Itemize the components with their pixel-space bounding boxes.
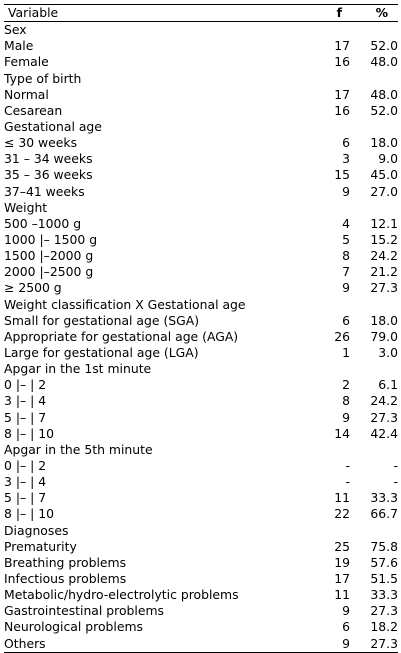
row-label: 1500 |–2000 g [4, 248, 94, 264]
row-percent: 3.0 [378, 345, 398, 361]
row-label: Gastrointestinal problems [4, 603, 164, 619]
row-label: 8 |– | 10 [4, 506, 55, 522]
row-frequency: 2 [342, 377, 350, 393]
row-frequency: 8 [342, 248, 350, 264]
row-percent: 51.5 [370, 570, 398, 586]
row-percent: 52.0 [370, 102, 398, 118]
row-frequency: 15 [334, 167, 350, 183]
row-frequency: 11 [334, 490, 350, 506]
row-percent: - [393, 474, 398, 490]
section-title: Weight [4, 199, 48, 215]
row-percent: 52.0 [370, 38, 398, 54]
table-row [4, 135, 398, 151]
row-label: Female [4, 54, 49, 70]
table-row [4, 571, 398, 587]
row-frequency: 14 [334, 425, 350, 441]
row-label: Others [4, 635, 304, 652]
section-title: Sex [4, 22, 27, 38]
row-label: 3 |– | 4 [4, 393, 47, 409]
row-frequency: 1 [342, 345, 350, 361]
row-percent: 24.2 [370, 393, 398, 409]
table-row [4, 280, 398, 296]
row-percent: 21.2 [370, 264, 398, 280]
row-frequency: 6 [342, 135, 350, 151]
table-row [4, 490, 398, 506]
section-row [4, 22, 398, 39]
section-title: Diagnoses [4, 522, 69, 538]
row-label: 1000 |– 1500 g [4, 232, 98, 248]
row-frequency: 17 [334, 86, 350, 102]
row-label: Prematurity [4, 538, 77, 554]
table-row [4, 54, 398, 70]
row-label: ≥ 2500 g [4, 280, 62, 296]
row-frequency: 9 [342, 603, 350, 619]
header-row [4, 5, 398, 22]
table-row [4, 264, 398, 280]
row-label: ≤ 30 weeks [4, 135, 78, 151]
table-row [4, 555, 398, 571]
row-label: 0 |– | 2 [4, 377, 47, 393]
row-percent: 33.3 [370, 587, 398, 603]
header-frequency: f [304, 5, 350, 22]
row-frequency: 16 [334, 102, 350, 118]
row-percent: 9.0 [378, 151, 398, 167]
row-percent: 27.3 [370, 280, 398, 296]
table-row [4, 410, 398, 426]
row-percent: 48.0 [370, 86, 398, 102]
section-title: Weight classification X Gestational age [4, 296, 246, 312]
row-frequency: 22 [334, 506, 350, 522]
table-row [4, 216, 398, 232]
row-percent: 6.1 [378, 377, 398, 393]
row-label: Appropriate for gestational age (AGA) [4, 328, 239, 344]
row-label: Normal [4, 86, 49, 102]
table-row [4, 329, 398, 345]
row-frequency: 3 [342, 151, 350, 167]
table-row [4, 103, 398, 119]
row-percent: 18.0 [370, 312, 398, 328]
row-frequency: 4 [342, 215, 350, 231]
row-frequency: 6 [342, 619, 350, 635]
row-label: 5 |– | 7 [4, 490, 47, 506]
row-label: Metabolic/hydro-electrolytic problems [4, 587, 239, 603]
row-label: Infectious problems [4, 570, 127, 586]
table-row [4, 167, 398, 183]
table-row [4, 635, 398, 652]
row-frequency: 11 [334, 587, 350, 603]
table-row [4, 232, 398, 248]
row-label: Male [4, 38, 34, 54]
table-body [4, 22, 398, 652]
row-frequency: 8 [342, 393, 350, 409]
row-percent: 27.0 [370, 183, 398, 199]
row-label: 2000 |–2500 g [4, 264, 94, 280]
row-label: Small for gestational age (SGA) [4, 312, 200, 328]
row-percent: 15.2 [370, 232, 398, 248]
row-percent: 12.1 [370, 215, 398, 231]
row-percent: 48.0 [370, 54, 398, 70]
table-row [4, 458, 398, 474]
row-label: 0 |– | 2 [4, 458, 47, 473]
row-label: 37–41 weeks [4, 183, 85, 199]
table-row [4, 506, 398, 522]
section-row [4, 442, 398, 458]
row-percent: 27.3 [370, 409, 398, 425]
table-row [4, 151, 398, 167]
row-percent: 45.0 [370, 167, 398, 183]
row-frequency: 7 [342, 264, 350, 280]
table-row [4, 87, 398, 103]
characteristics-table [4, 4, 398, 653]
section-row [4, 297, 398, 313]
row-frequency: 17 [334, 38, 350, 54]
row-frequency: 9 [342, 280, 350, 296]
row-frequency: 6 [342, 312, 350, 328]
section-row [4, 119, 398, 135]
row-label: 3 |– | 4 [4, 474, 47, 490]
section-title: Apgar in the 1st minute [4, 361, 152, 377]
section-row [4, 200, 398, 216]
table-row [4, 603, 398, 619]
row-label: Cesarean [4, 102, 63, 118]
row-frequency: 17 [334, 570, 350, 586]
table-row [4, 38, 398, 54]
table-row [4, 393, 398, 409]
row-label: 500 –1000 g [4, 215, 82, 231]
row-label: 8 |– | 10 [4, 425, 55, 441]
row-frequency: 9 [342, 183, 350, 199]
table-row [4, 426, 398, 442]
row-label: Breathing problems [4, 554, 127, 570]
row-frequency: 26 [334, 328, 350, 344]
row-label: 35 – 36 weeks [4, 167, 93, 183]
table-row [4, 248, 398, 264]
row-frequency: 5 [342, 232, 350, 248]
table-row [4, 587, 398, 603]
section-row [4, 523, 398, 539]
row-percent: 33.3 [370, 490, 398, 506]
section-title: Gestational age [4, 119, 102, 135]
row-label: 31 – 34 weeks [4, 151, 93, 167]
row-frequency: 25 [334, 538, 350, 554]
section-title: Type of birth [4, 70, 82, 86]
row-percent: 27.3 [370, 603, 398, 619]
row-percent: 66.7 [370, 506, 398, 522]
table-row [4, 619, 398, 635]
row-percent: 27.3 [350, 635, 398, 652]
row-label: Neurological problems [4, 619, 143, 635]
row-label: Large for gestational age (LGA) [4, 345, 199, 361]
row-frequency: - [345, 474, 350, 490]
row-frequency: 9 [304, 635, 350, 652]
row-percent: 79.0 [370, 328, 398, 344]
header-percent: % [350, 5, 398, 22]
row-percent: 18.0 [370, 135, 398, 151]
table-row [4, 345, 398, 361]
section-title: Apgar in the 5th minute [4, 441, 153, 457]
row-percent: 24.2 [370, 248, 398, 264]
row-frequency: 16 [334, 54, 350, 70]
row-percent: 42.4 [370, 425, 398, 441]
row-percent: 57.6 [370, 554, 398, 570]
table-row [4, 313, 398, 329]
section-row [4, 361, 398, 377]
table-row [4, 474, 398, 490]
row-frequency: 19 [334, 554, 350, 570]
row-percent: 75.8 [370, 538, 398, 554]
table-row [4, 184, 398, 200]
row-frequency: - [345, 458, 350, 473]
section-row [4, 71, 398, 87]
row-label: 5 |– | 7 [4, 409, 47, 425]
row-frequency: 9 [342, 409, 350, 425]
row-percent: 18.2 [370, 619, 398, 635]
table-row [4, 539, 398, 555]
row-percent: - [393, 458, 398, 473]
table-row [4, 377, 398, 393]
header-variable: Variable [4, 5, 304, 22]
table-header [4, 5, 398, 22]
